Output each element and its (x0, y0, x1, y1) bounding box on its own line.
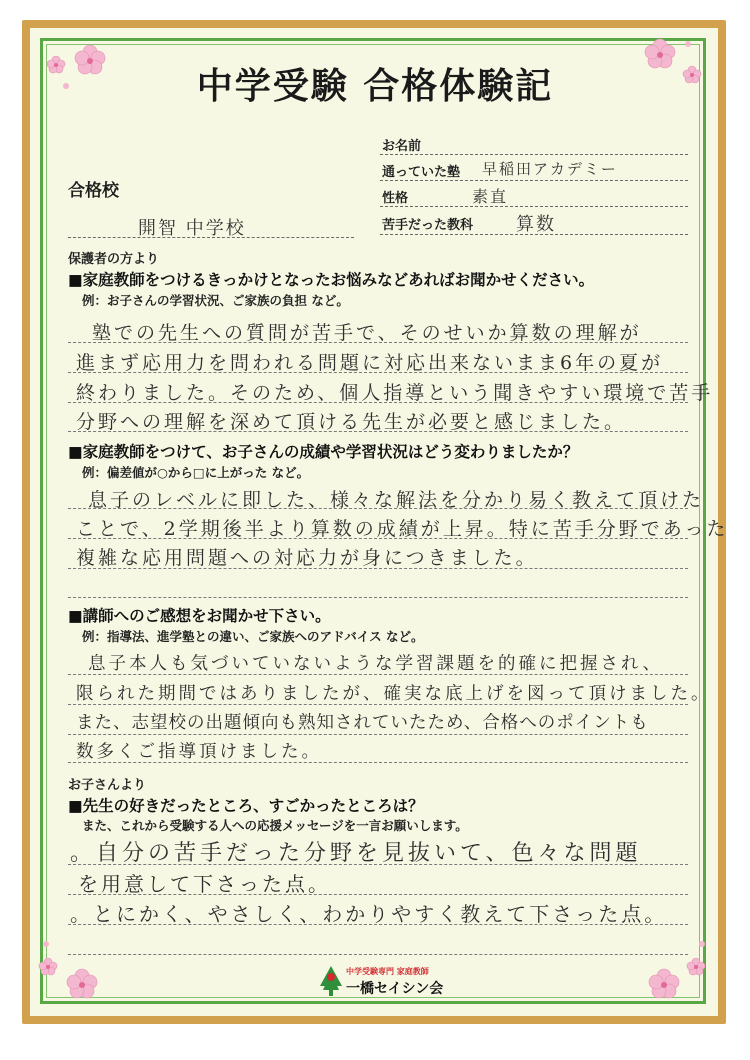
q2-line (68, 597, 688, 598)
juku-underline (380, 180, 688, 181)
school-value: 開智 中学校 (138, 218, 246, 239)
q3-answer-line: 限られた期間ではありましたが、確実な底上げを図って頂けました。 (76, 684, 712, 704)
q3-heading: ■講師へのご感想をお聞かせ下さい。 (68, 607, 331, 625)
company-logo (318, 962, 444, 1002)
name-underline (380, 154, 688, 155)
q3-answer-line: 息子本人も気づいていないような学習課題を的確に把握され、 (88, 654, 664, 674)
q3-example: 例：指導法、進学塾との違い、ご家族へのアドバイス など。 (82, 629, 424, 644)
q4-heading: ■先生の好きだったところ、すごかったところは？ (68, 797, 424, 815)
juku-value: 早稲田アカデミー (482, 160, 618, 178)
q1-example: 例：お子さんの学習状況、ご家族の負担 など。 (82, 293, 349, 308)
weak-subject-underline (380, 234, 688, 235)
q2-heading: ■家庭教師をつけて、お子さんの成績や学習状況はどう変わりましたか？ (68, 443, 579, 461)
q1-answer-line: 分野への理解を深めて頂ける先生が必要と感じました。 (76, 411, 627, 433)
flower-bottom-left-icon (34, 936, 114, 1008)
parent-heading: 保護者の方より (68, 252, 160, 267)
logo-name: 一橋セイシン会 (346, 981, 444, 997)
q3-answer-line: また、志望校の出題傾向も熟知されていたため、合格へのポイントも (76, 713, 649, 733)
school-underline (68, 237, 354, 238)
tree-logo-icon (318, 964, 344, 998)
juku-label: 通っていた塾 (382, 165, 461, 180)
q2-answer-line: 息子のレベルに即した、様々な解法を分かり易く教えて頂けた (88, 489, 705, 511)
q4-line (68, 954, 688, 955)
q4-answer-line: 。とにかく、やさしく、わかりやすく教えて下さった点。 (70, 902, 668, 926)
q1-heading: ■家庭教師をつけるきっかけとなったお悩みなどあればお聞かせください。 (68, 271, 595, 289)
q3-answer-line: 数多くご指導頂けました。 (76, 742, 322, 762)
q1-answer-line: 塾での先生への質問が苦手で、そのせいか算数の理解が (92, 322, 642, 344)
personality-value: 素直 (472, 187, 509, 206)
q2-answer-line: ことで、2学期後半より算数の成績が上昇。特に苦手分野であった (76, 518, 729, 540)
q3-line (68, 734, 688, 735)
flower-bottom-right-icon (636, 936, 712, 1008)
q2-example: 例：偏差値が○から□に上がった など。 (82, 465, 310, 480)
page-title: 中学受験 合格体験記 (196, 66, 554, 107)
q4-answer-line: を用意して下さった点。 (78, 872, 331, 896)
personality-label: 性格 (382, 191, 409, 206)
weak-subject-value: 算数 (516, 214, 556, 235)
q1-answer-line: 終わりました。そのため、個人指導という聞きやすい環境で苦手 (76, 382, 714, 404)
logo-tagline: 中学受験専門 家庭教師 (346, 967, 429, 976)
weak-subject-label: 苦手だった教科 (382, 218, 474, 233)
name-label: お名前 (382, 139, 422, 154)
q1-answer-line: 進まず応用力を問われる問題に対応出来ないまま6年の夏が (76, 352, 664, 374)
q2-answer-line: 複雑な応用問題への対応力が身につきました。 (76, 547, 538, 569)
q4-answer-line: 。自分の苦手だった分野を見抜いて、色々な問題 (70, 841, 642, 866)
child-heading: お子さんより (68, 778, 147, 793)
q4-example: また、これから受験する人への応援メッセージを一言お願いします。 (82, 818, 468, 833)
school-label: 合格校 (68, 181, 119, 201)
personality-underline (380, 206, 688, 207)
